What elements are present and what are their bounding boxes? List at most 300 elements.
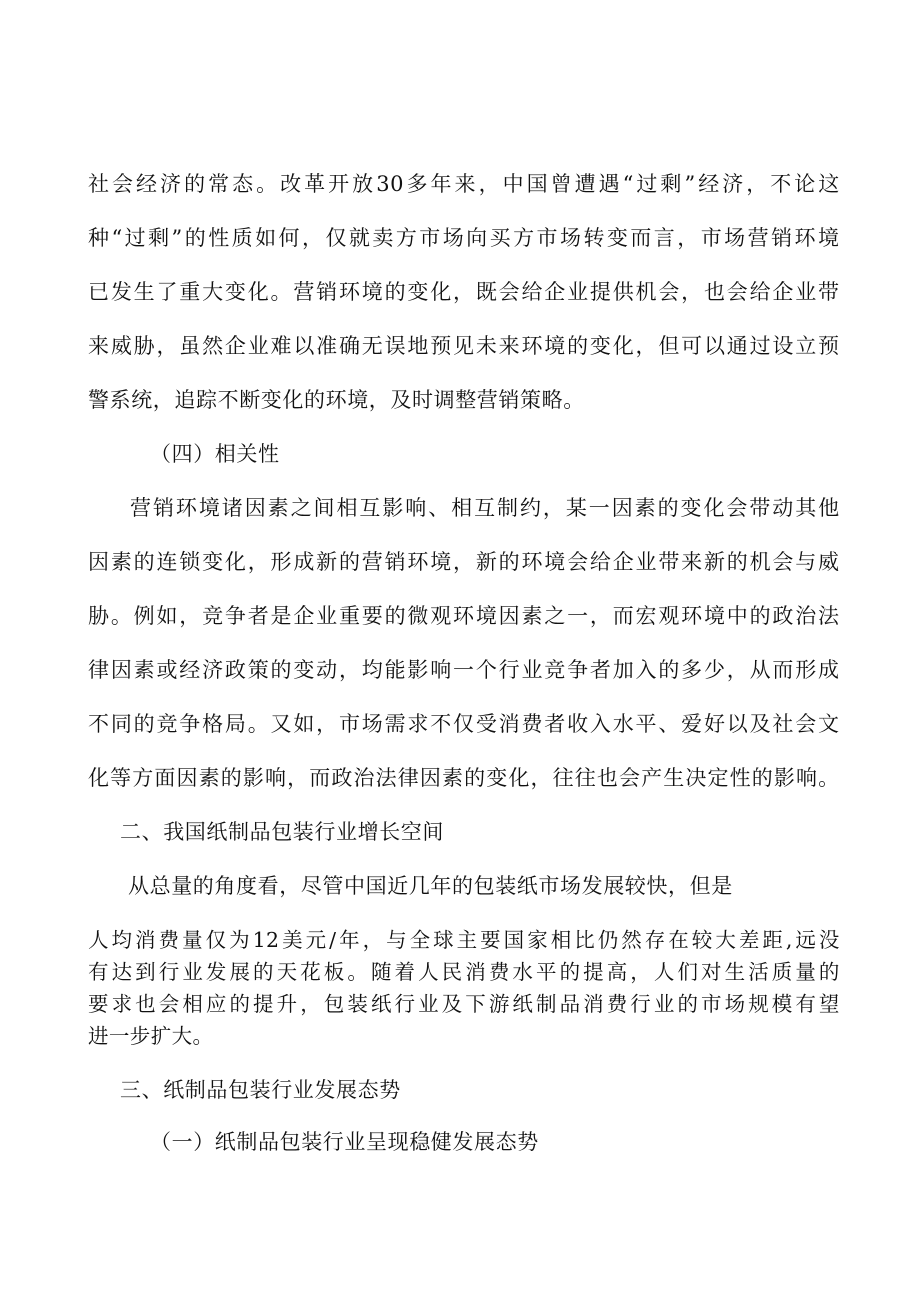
text-glyph: 因 — [498, 604, 521, 628]
text-glyph: 形 — [795, 658, 817, 682]
text-glyph: 素 — [198, 766, 221, 790]
text-glyph: 某 — [565, 496, 588, 520]
text-glyph: 变 — [486, 766, 508, 790]
text-glyph: 争 — [224, 604, 247, 628]
text-glyph: 是 — [270, 604, 293, 628]
text-glyph: 变 — [606, 226, 629, 250]
text-glyph: ， — [635, 334, 658, 358]
text-glyph: 发 — [205, 960, 227, 984]
text-glyph: 、 — [428, 496, 450, 520]
text-glyph: 升 — [276, 992, 298, 1016]
text-glyph: 化 — [703, 496, 726, 520]
text-glyph: 环 — [338, 280, 361, 304]
text-glyph: 也 — [703, 280, 726, 304]
paragraph-3-line-5: 进一步扩大。 — [88, 1024, 214, 1048]
text-glyph: 营 — [747, 226, 770, 250]
text-glyph: 一 — [453, 658, 475, 682]
text-glyph: 胁 — [88, 604, 110, 628]
text-glyph: 30 — [376, 172, 405, 196]
text-glyph: 达 — [111, 960, 133, 984]
text-glyph: 成 — [293, 550, 315, 574]
text-glyph: 随 — [370, 960, 392, 984]
text-glyph: 的 — [184, 172, 206, 196]
text-glyph: 威 — [818, 550, 840, 574]
text-glyph: 的 — [253, 960, 274, 984]
text-glyph: 没 — [818, 928, 840, 952]
text-glyph: 例 — [133, 604, 156, 628]
text-glyph: 政 — [224, 658, 247, 682]
text-glyph: 如 — [255, 226, 277, 250]
text-glyph: 要 — [88, 992, 109, 1016]
text-glyph: 多 — [406, 172, 429, 196]
text-glyph: 但 — [658, 334, 680, 358]
paragraph-3-line-2 — [88, 926, 840, 954]
text-glyph: 微 — [407, 604, 429, 628]
text-glyph: 中 — [502, 172, 525, 196]
paragraph-2-line-1 — [130, 494, 840, 522]
text-glyph: 变 — [589, 334, 612, 358]
text-glyph: 其 — [795, 496, 817, 520]
text-glyph: 生 — [133, 280, 156, 304]
text-glyph: 一 — [588, 496, 611, 520]
text-glyph: 境 — [361, 280, 384, 304]
text-glyph: 过 — [636, 172, 659, 196]
text-glyph: 对 — [701, 960, 722, 984]
text-glyph: 以 — [293, 334, 315, 358]
text-glyph: 企 — [772, 280, 794, 304]
text-glyph: ” — [171, 226, 183, 250]
text-glyph: 规 — [748, 992, 770, 1016]
text-glyph: 量 — [795, 960, 817, 984]
text-glyph: 球 — [433, 928, 455, 952]
text-glyph: ， — [589, 604, 612, 628]
text-glyph: 虽 — [179, 334, 201, 358]
text-glyph: 国 — [526, 172, 549, 196]
text-glyph: 这 — [818, 172, 840, 196]
text-glyph: 而 — [309, 766, 331, 790]
text-glyph: 方 — [395, 226, 418, 250]
text-glyph: 业 — [182, 960, 204, 984]
text-glyph: 业 — [635, 550, 658, 574]
text-glyph: 常 — [208, 172, 230, 196]
text-glyph: 望 — [818, 992, 840, 1016]
text-glyph: 如 — [293, 712, 315, 736]
text-glyph: 供 — [612, 280, 635, 304]
paragraph-1-line-3 — [88, 278, 840, 306]
text-glyph: ， — [316, 712, 338, 736]
text-glyph: 包 — [323, 992, 345, 1016]
text-glyph: 提 — [589, 280, 612, 304]
text-glyph: 化 — [224, 550, 247, 574]
text-glyph: 种 — [88, 226, 110, 250]
text-glyph: 的 — [677, 992, 699, 1016]
text-glyph: ， — [302, 226, 324, 250]
text-glyph: 环 — [521, 550, 544, 574]
text-glyph: 家 — [527, 928, 549, 952]
text-glyph: 遭 — [574, 172, 597, 196]
text-glyph: 变 — [680, 496, 703, 520]
text-glyph: 的 — [384, 280, 407, 304]
text-glyph: 会 — [112, 172, 134, 196]
text-glyph: 相 — [182, 992, 204, 1016]
text-glyph: 行 — [158, 960, 180, 984]
text-glyph: 制 — [535, 992, 557, 1016]
text-glyph: 求 — [407, 712, 429, 736]
text-glyph: 因 — [88, 550, 110, 574]
text-glyph: 要 — [361, 604, 384, 628]
text-glyph: 格 — [202, 712, 224, 736]
text-glyph: 。 — [818, 766, 840, 790]
paragraph-2-line-6 — [88, 764, 840, 792]
text-glyph: 装 — [347, 992, 369, 1016]
text-glyph: 互 — [474, 496, 496, 520]
text-glyph: 入 — [589, 712, 612, 736]
text-glyph: 因 — [419, 766, 442, 790]
text-glyph: ， — [156, 334, 179, 358]
text-glyph: 及 — [441, 992, 463, 1016]
text-glyph: 要 — [480, 928, 502, 952]
text-glyph: 准 — [316, 334, 338, 358]
text-glyph: 因 — [110, 658, 133, 682]
text-glyph: 卖 — [372, 226, 394, 250]
text-glyph: 新 — [475, 550, 498, 574]
text-glyph: 带 — [658, 550, 680, 574]
text-glyph: 美 — [282, 928, 304, 952]
text-glyph: 素 — [267, 496, 290, 520]
text-glyph: 市 — [536, 226, 559, 250]
text-glyph: 年 — [339, 928, 360, 952]
text-glyph: 企 — [224, 334, 247, 358]
text-glyph: 会 — [726, 496, 748, 520]
text-glyph: 影 — [407, 658, 429, 682]
text-glyph: 法 — [818, 604, 840, 628]
text-glyph: 因 — [244, 496, 267, 520]
text-glyph: 素 — [634, 496, 657, 520]
text-glyph: 市 — [700, 226, 723, 250]
text-glyph: 行 — [394, 992, 416, 1016]
text-glyph: 仅 — [453, 712, 475, 736]
text-glyph: 收 — [567, 712, 589, 736]
text-glyph: 12 — [252, 928, 280, 952]
text-glyph: 互 — [359, 496, 381, 520]
text-glyph: 新 — [316, 550, 338, 574]
text-glyph: 新 — [703, 550, 726, 574]
text-glyph: 何 — [278, 226, 301, 250]
text-glyph: 局 — [224, 712, 247, 736]
text-glyph: 态 — [232, 172, 254, 196]
text-glyph: 业 — [653, 992, 675, 1016]
text-glyph: 多 — [681, 658, 703, 682]
text-glyph: 的 — [818, 960, 840, 984]
heading-relevance: （四）相关性 — [150, 442, 280, 466]
text-glyph: 开 — [328, 172, 350, 196]
text-glyph: ， — [362, 928, 384, 952]
text-glyph: 较 — [691, 928, 713, 952]
text-glyph: 境 — [817, 226, 840, 250]
text-glyph: 境 — [430, 550, 452, 574]
text-glyph: 境 — [544, 550, 566, 574]
text-glyph: 受 — [475, 712, 498, 736]
text-glyph: 以 — [726, 712, 749, 736]
text-glyph: 平 — [535, 960, 557, 984]
text-glyph: 也 — [596, 766, 619, 790]
text-glyph: 销 — [316, 280, 338, 304]
text-glyph: 革 — [304, 172, 326, 196]
text-glyph: 展 — [229, 960, 251, 984]
paragraph-2-line-4 — [88, 656, 840, 684]
text-glyph: 又 — [270, 712, 293, 736]
text-glyph: 济 — [202, 658, 224, 682]
text-glyph: 的 — [751, 766, 774, 790]
text-glyph: 竞 — [156, 712, 179, 736]
text-glyph: 环 — [681, 604, 703, 628]
text-glyph: 距 — [762, 928, 784, 952]
text-glyph: 响 — [405, 496, 427, 520]
text-glyph: 行 — [630, 992, 652, 1016]
text-glyph: 化 — [430, 280, 452, 304]
text-glyph: 响 — [265, 766, 287, 790]
text-glyph: ， — [179, 604, 201, 628]
text-glyph: 有 — [795, 992, 817, 1016]
text-glyph: 决 — [685, 766, 707, 790]
text-glyph: 中 — [726, 604, 749, 628]
text-glyph: 企 — [544, 280, 566, 304]
text-glyph: 方 — [132, 766, 154, 790]
text-glyph: 生 — [724, 960, 746, 984]
text-glyph: 费 — [606, 992, 628, 1016]
text-glyph: 模 — [771, 992, 793, 1016]
text-glyph: 。 — [247, 712, 270, 736]
text-glyph: 营 — [130, 496, 152, 520]
text-glyph: ， — [478, 172, 501, 196]
text-glyph: 会 — [772, 550, 794, 574]
text-glyph: 远 — [795, 928, 817, 952]
paragraph-2-line-2 — [88, 548, 840, 576]
text-glyph: 变 — [202, 550, 224, 574]
text-glyph: 买 — [489, 226, 512, 250]
text-glyph: 销 — [771, 226, 793, 250]
text-glyph: 与 — [386, 928, 407, 952]
text-glyph: 高 — [606, 960, 628, 984]
text-glyph: 环 — [407, 550, 429, 574]
text-glyph: 环 — [175, 496, 198, 520]
text-glyph: 确 — [338, 334, 361, 358]
sub-heading-steady-development: （一）纸制品包装行业呈现稳健发展态势 — [150, 1130, 539, 1154]
text-glyph: 来 — [88, 334, 110, 358]
text-glyph: 主 — [456, 928, 478, 952]
text-glyph: 的 — [749, 604, 772, 628]
text-glyph: 机 — [749, 550, 772, 574]
text-glyph: 场 — [724, 226, 746, 250]
text-glyph: 加 — [612, 658, 635, 682]
text-glyph: 市 — [419, 226, 441, 250]
text-glyph: 消 — [498, 712, 521, 736]
text-glyph: 观 — [430, 604, 452, 628]
text-glyph: 的 — [133, 550, 156, 574]
section-heading-development-trend: 三、纸制品包装行业发展态势 — [120, 1078, 401, 1102]
text-glyph: 生 — [663, 766, 685, 790]
paragraph-1-line-1 — [88, 170, 840, 198]
text-glyph: 连 — [156, 550, 179, 574]
text-glyph: 方 — [513, 226, 535, 250]
text-glyph: 存 — [644, 928, 666, 952]
text-glyph: 产 — [641, 766, 663, 790]
text-glyph: 社 — [772, 712, 794, 736]
text-glyph: 仅 — [205, 928, 227, 952]
text-glyph: 就 — [348, 226, 371, 250]
text-glyph: 重 — [338, 604, 361, 628]
text-glyph: 往 — [552, 766, 575, 790]
text-glyph: 会 — [726, 280, 749, 304]
text-glyph: 的 — [657, 496, 680, 520]
text-glyph: 提 — [253, 992, 274, 1016]
text-glyph: 的 — [133, 712, 156, 736]
text-glyph: 质 — [771, 960, 793, 984]
text-glyph: 游 — [488, 992, 510, 1016]
text-glyph: 会 — [567, 550, 589, 574]
text-glyph: 经 — [179, 658, 201, 682]
text-glyph: ， — [338, 658, 361, 682]
text-glyph: ， — [453, 280, 475, 304]
paragraph-3-line-3 — [88, 958, 840, 986]
paragraph-1-line-4 — [88, 332, 840, 360]
text-glyph: 场 — [442, 226, 465, 250]
text-glyph: 板 — [323, 960, 345, 984]
text-glyph: 变 — [407, 280, 429, 304]
text-glyph: 业 — [418, 992, 439, 1016]
text-glyph: 可 — [681, 334, 703, 358]
text-glyph: 市 — [701, 992, 722, 1016]
text-glyph: 与 — [795, 550, 817, 574]
text-glyph: 人 — [653, 960, 675, 984]
text-glyph: 品 — [559, 992, 581, 1016]
text-glyph: 仅 — [325, 226, 348, 250]
text-glyph: 竞 — [544, 658, 566, 682]
text-glyph: 境 — [198, 496, 221, 520]
text-glyph: 、 — [658, 712, 680, 736]
text-glyph: 费 — [521, 712, 544, 736]
text-glyph: 及 — [749, 712, 772, 736]
text-glyph: 纸 — [512, 992, 534, 1016]
text-glyph: 动 — [772, 496, 794, 520]
text-glyph: 论 — [794, 172, 816, 196]
text-glyph: 场 — [724, 992, 746, 1016]
text-glyph: 法 — [375, 766, 398, 790]
text-glyph: 政 — [331, 766, 353, 790]
text-glyph: 之 — [544, 604, 566, 628]
text-glyph: 定 — [707, 766, 730, 790]
text-glyph: 而 — [630, 226, 652, 250]
text-glyph: 消 — [135, 928, 156, 952]
text-glyph: 律 — [397, 766, 420, 790]
text-glyph: 量 — [182, 928, 203, 952]
text-glyph: 求 — [111, 992, 133, 1016]
text-glyph: 观 — [658, 604, 680, 628]
text-glyph: 动 — [316, 658, 338, 682]
text-glyph: 消 — [583, 992, 605, 1016]
text-glyph: 影 — [773, 766, 796, 790]
text-glyph: 企 — [293, 604, 315, 628]
text-glyph: 影 — [242, 766, 265, 790]
text-glyph: 仍 — [597, 928, 619, 952]
text-glyph: 性 — [729, 766, 752, 790]
text-glyph: “ — [622, 172, 634, 196]
text-glyph: 爱 — [681, 712, 703, 736]
text-glyph: 大 — [715, 928, 737, 952]
text-glyph: 预 — [430, 334, 452, 358]
text-glyph: 环 — [453, 604, 475, 628]
text-glyph: 的 — [498, 550, 521, 574]
text-glyph: 为 — [229, 928, 250, 952]
text-glyph: 立 — [795, 334, 817, 358]
text-glyph: 人 — [418, 960, 439, 984]
text-glyph: 变 — [224, 280, 247, 304]
text-glyph: 给 — [589, 550, 612, 574]
text-glyph: 费 — [158, 928, 180, 952]
text-glyph: 曾 — [550, 172, 573, 196]
text-glyph: 营 — [293, 280, 315, 304]
text-glyph: 场 — [559, 226, 582, 250]
text-glyph: 往 — [574, 766, 597, 790]
text-glyph: 相 — [451, 496, 473, 520]
text-glyph: 带 — [749, 496, 771, 520]
text-glyph: 争 — [567, 658, 589, 682]
text-glyph: 在 — [668, 928, 690, 952]
text-glyph: 少 — [703, 658, 726, 682]
text-glyph: 制 — [497, 496, 519, 520]
text-glyph: 国 — [503, 928, 525, 952]
text-glyph: 大 — [202, 280, 224, 304]
text-glyph: 难 — [270, 334, 293, 358]
text-glyph: 无 — [361, 334, 384, 358]
text-glyph: 全 — [409, 928, 431, 952]
text-glyph: 均 — [361, 658, 384, 682]
text-glyph: 性 — [208, 226, 230, 250]
text-glyph: 通 — [726, 334, 749, 358]
text-glyph: 律 — [88, 658, 110, 682]
text-glyph: 因 — [611, 496, 634, 520]
text-glyph: 形 — [270, 550, 293, 574]
text-glyph: 经 — [136, 172, 158, 196]
text-glyph: 文 — [818, 712, 840, 736]
text-glyph: 会 — [619, 766, 641, 790]
text-glyph: 已 — [88, 280, 110, 304]
text-glyph: ， — [681, 280, 703, 304]
text-glyph: 化 — [247, 280, 270, 304]
text-glyph: 们 — [677, 960, 699, 984]
text-glyph: 经 — [698, 172, 720, 196]
text-glyph: 企 — [612, 550, 635, 574]
text-glyph: 素 — [110, 550, 133, 574]
text-glyph: 发 — [110, 280, 133, 304]
text-glyph: 不 — [430, 712, 452, 736]
text-glyph: 社 — [88, 172, 110, 196]
text-glyph: 他 — [818, 496, 840, 520]
text-glyph: 境 — [544, 334, 566, 358]
text-glyph: 而 — [612, 604, 635, 628]
text-glyph: ， — [247, 550, 270, 574]
section-heading-growth-space: 二、我国纸制品包装行业增长空间 — [120, 820, 444, 844]
text-glyph: “ — [111, 226, 123, 250]
text-glyph: 的 — [270, 658, 293, 682]
text-glyph: 环 — [521, 334, 544, 358]
text-glyph: 言 — [653, 226, 676, 250]
text-glyph: 过 — [749, 334, 772, 358]
text-glyph: 费 — [488, 960, 510, 984]
text-glyph: 一 — [567, 604, 589, 628]
text-glyph: 业 — [567, 280, 589, 304]
paragraph-3-line-1: 从总量的角度看，尽管中国近几年的包装纸市场发展较快，但是 — [128, 874, 733, 898]
